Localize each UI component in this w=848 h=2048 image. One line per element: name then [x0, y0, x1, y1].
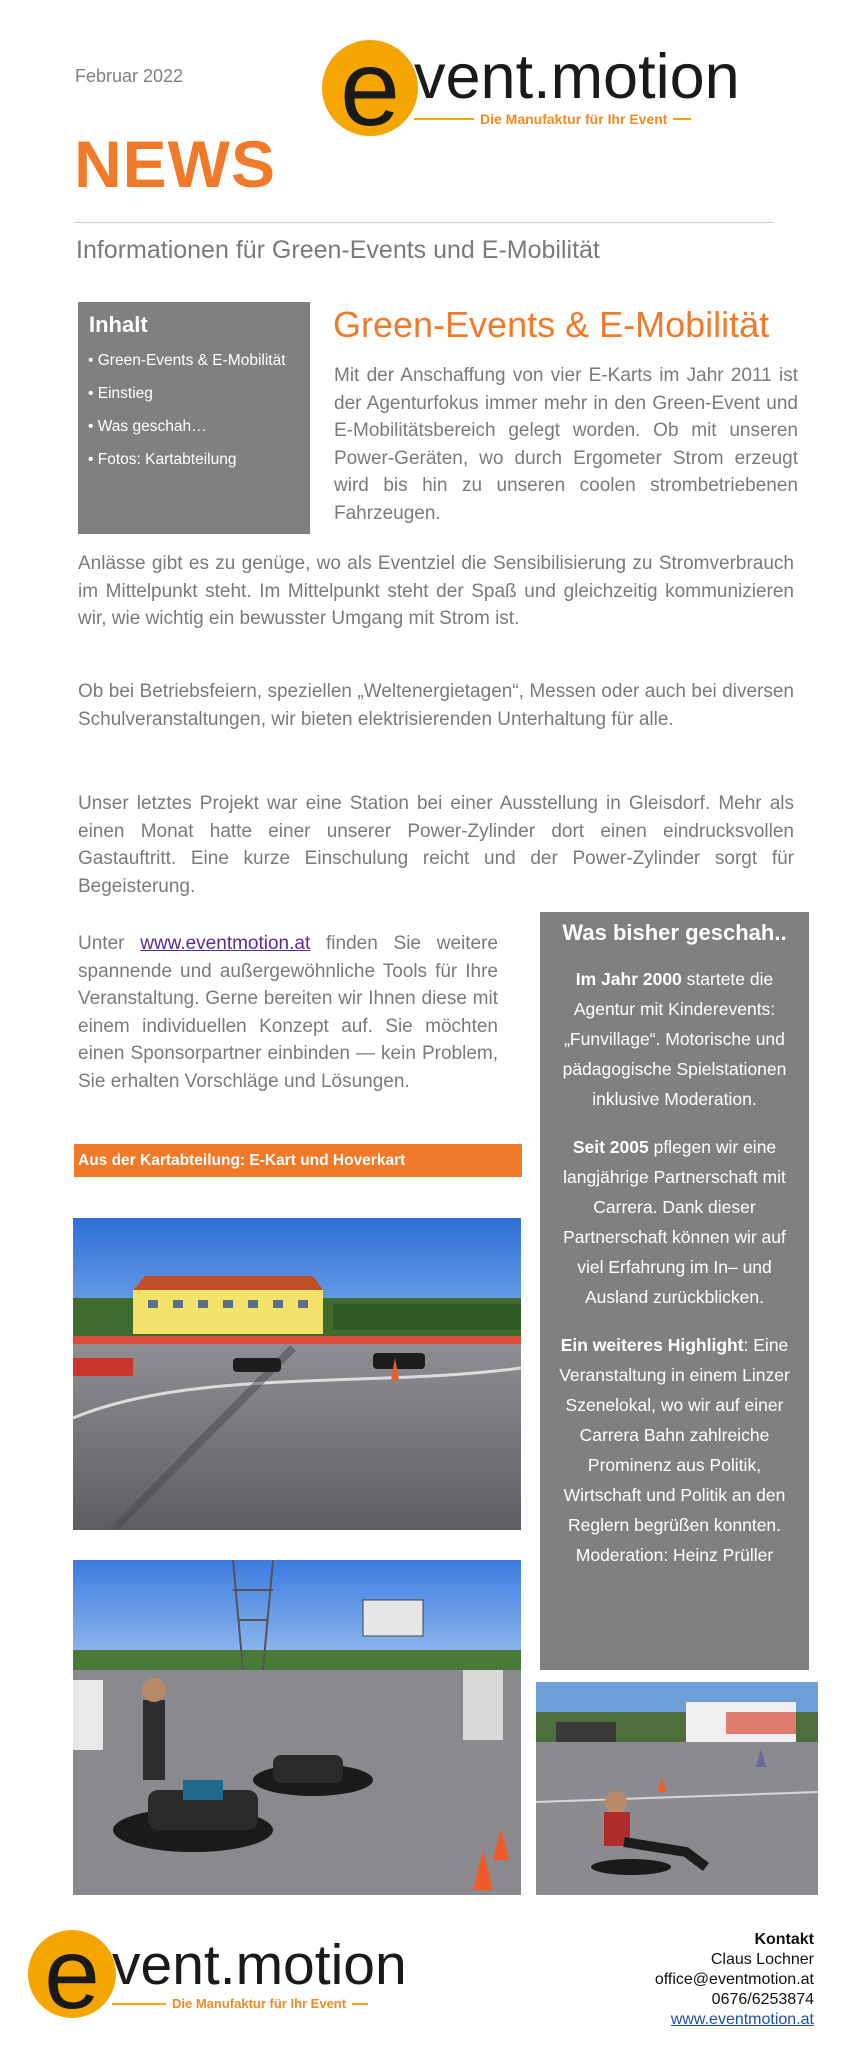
contact-email[interactable]: office@eventmotion.at — [654, 1971, 814, 1988]
photo-kart-track — [73, 1218, 521, 1530]
article-paragraph-2: Anlässe gibt es zu genüge, wo als Eventziel die Sensibilisierung zu Stromverbrauch im Mittelpunkt steht. Im Mittelpunkt steht der Spaß und gleichzeitig kommunizieren wir, wie wichtig ein bewusster Umgang mit Strom ist. — [78, 553, 794, 629]
article-heading: Green-Events & E-Mobilität — [333, 304, 770, 345]
history-box — [540, 912, 809, 1670]
contact-phone: 0676/6253874 — [711, 1991, 814, 2008]
kart-section-label: Aus der Kartabteilung: E-Kart und Hoverkart — [74, 1144, 522, 1177]
footer-logo-wordmark: vent.motion — [112, 1933, 407, 1997]
website-link[interactable]: www.eventmotion.at — [140, 933, 311, 954]
footer-logo — [28, 1918, 407, 2030]
header-logo — [322, 27, 740, 148]
history-item-highlight: Ein weiteres Highlight: Eine Veranstaltung in einem Linzer Szenelokal, wo wir auf einer Carrera Bahn zahlreiche Prominenz aus Politik, Wirtschaft und Politik an den Reglern begrüßen konnten. Moderation: Heinz Prüller — [559, 1335, 790, 1565]
toc-item[interactable]: • Green-Events & E-Mobilität — [88, 352, 286, 369]
page-title: NEWS — [74, 127, 276, 201]
toc-item[interactable]: • Fotos: Kartabteilung — [88, 451, 237, 468]
article-paragraph-1: Mit der Anschaffung von vier E-Karts im Jahr 2011 ist der Agenturfokus immer mehr in den Green-Event und E-Mobilitätsbereich gelegt worden. Ob mit unseren Power-Geräten, wo durch Ergometer Strom erzeugt wird bis hin zu unseren coolen strombetriebenen Fahrzeugen. — [334, 365, 798, 524]
article-paragraph-3: Ob bei Betriebsfeiern, speziellen „Weltenergietagen“, Messen oder auch bei diversen Schulveranstaltungen, wir bieten elektrisierenden Unterhaltung für alle. — [78, 681, 794, 730]
article-paragraph-5: Unter www.eventmotion.at finden Sie weitere spannende und außergewöhnliche Tools für Ihre Veranstaltung. Gerne bereiten wir Ihnen diese mit einem individuellen Konzept auf. Sie möchten einen Sponsorpartner einbinden — kein Problem, Sie erhalten Vorschläge und Lösungen. — [78, 933, 498, 1092]
photo-hoverkart — [536, 1682, 818, 1895]
logo-e-mark: e — [322, 40, 418, 136]
logo-tagline: Die Manufaktur für Ihr Event — [480, 110, 668, 127]
contact-name: Claus Lochner — [710, 1951, 814, 1968]
footer-logo-tagline: Die Manufaktur für Ihr Event — [172, 1996, 347, 2011]
logo-wordmark: vent.motion — [414, 41, 740, 112]
history-item-2000: Im Jahr 2000 startete die Agentur mit Kinderevents: „Funvillage“. Motorische und pädagogische Spielstationen inklusive Moderation. — [562, 969, 787, 1109]
history-title: Was bisher geschah.. — [562, 920, 787, 945]
contact-block — [655, 1930, 814, 2030]
footer-logo-underline — [112, 1996, 407, 2011]
logo-underline — [414, 111, 740, 127]
toc-item[interactable]: • Einstieg — [88, 385, 153, 402]
article-paragraph-4: Unser letztes Projekt war eine Station bei einer Ausstellung in Gleisdorf. Mehr als einen Monat hatte einer unserer Power-Zylinder dort einen eindrucksvollen Gastauftritt. Eine kurze Einschulung reicht und der Power-Zylinder sorgt für Begeisterung. — [78, 793, 794, 897]
page-subtitle: Informationen für Green-Events und E-Mobilität — [76, 236, 600, 264]
footer-logo-e-mark: e — [28, 1930, 116, 2018]
contact-title: Kontakt — [754, 1931, 814, 1948]
history-item-2005: Seit 2005 pflegen wir eine langjährige Partnerschaft mit Carrera. Dank dieser Partnerschaft können wir auf viel Erfahrung im In– und Ausland zurückblicken. — [563, 1137, 786, 1307]
header-divider — [74, 222, 774, 223]
toc-box — [78, 302, 310, 534]
contact-website-link[interactable]: www.eventmotion.at — [670, 2011, 814, 2028]
toc-item[interactable]: • Was geschah… — [88, 418, 207, 435]
photo-go-karts — [73, 1560, 521, 1895]
toc-title: Inhalt — [89, 312, 148, 337]
issue-date: Februar 2022 — [75, 66, 184, 86]
